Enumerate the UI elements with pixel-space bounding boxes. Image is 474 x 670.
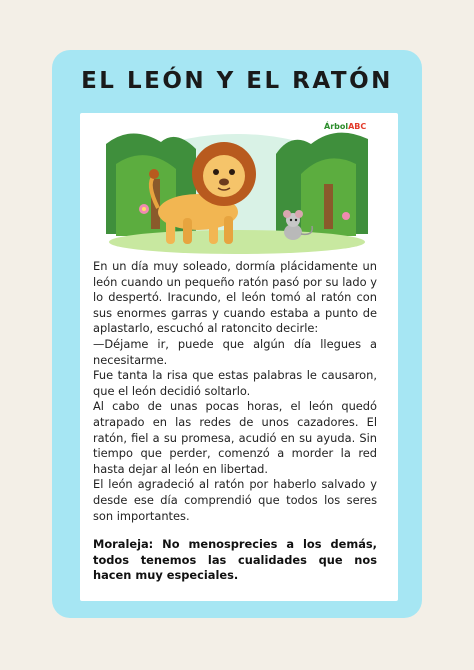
story-paragraph-2: —Déjame ir, puede que algún día llegues a necesitarme.	[93, 336, 377, 367]
story-paragraph-4: Al cabo de unas pocas horas, el león quedó atrapado en las redes de unos cazadores. El ratón, fiel a su promesa, acudió en su ayuda. Sin tiempo que perder, comenzó a morder la red hasta dejar al león en libertad.	[93, 399, 377, 476]
story-body	[93, 259, 377, 524]
story-moral: Moraleja: No menosprecies a los demás, todos tenemos las cualidades que nos hacen muy especiales.	[93, 537, 377, 583]
story-paragraph-1: En un día muy soleado, dormía plácidamente un león cuando un pequeño ratón pasó por su lado y lo despertó. Iracundo, el león tomó al ratón con sus enormes garras y cuando estaba a punto de aplastarlo, escuchó al ratoncito decirle:	[93, 259, 377, 336]
story-paragraph-5: El león agradeció al ratón por haberlo salvado y desde ese día comprendió que todos los seres son importantes.	[93, 477, 377, 523]
logo-part-2: ABC	[348, 122, 367, 131]
lion-and-mouse-illustration	[106, 124, 368, 254]
story-title: EL LEÓN Y EL RATÓN	[81, 68, 393, 94]
story-paragraph-3: Fue tanta la risa que estas palabras le causaron, que el león decidió soltarlo.	[93, 368, 377, 398]
arbolabc-logo	[324, 122, 366, 131]
logo-part-1: Árbol	[324, 122, 349, 131]
